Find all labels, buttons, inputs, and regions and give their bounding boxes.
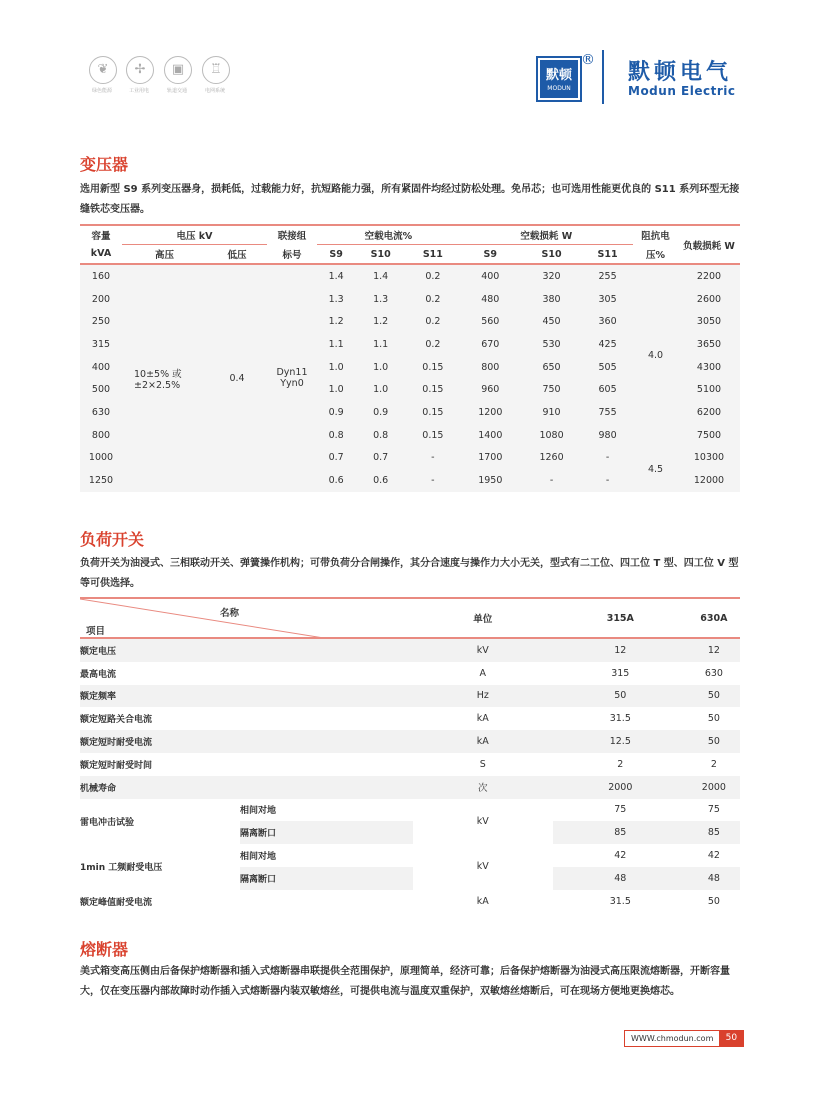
table-cell: 4.0 (647, 350, 664, 362)
th: 联接组 (277, 231, 307, 243)
power-tower-icon: ♖ (202, 56, 230, 84)
th: 630A (700, 612, 728, 624)
table-cell: 160 (91, 270, 111, 282)
table-cell: 1.0 (328, 361, 344, 373)
table-cell: 5100 (696, 384, 722, 396)
table-cell: 最高电流 (80, 669, 117, 680)
table-cell: 相间对地 (240, 852, 277, 863)
table-cell: Dyn11 Yyn0 (276, 367, 308, 390)
table-cell: 10300 (693, 452, 725, 464)
table-cell: 1260 (539, 452, 564, 464)
table-cell: 50 (707, 895, 720, 907)
table-cell: 0.9 (373, 406, 389, 418)
logo-text-en: MODUN (547, 85, 571, 92)
table-cell: 2600 (696, 293, 722, 305)
th: 容量 (91, 231, 111, 243)
th: 阻抗电 (641, 231, 670, 243)
table-cell: - (431, 452, 435, 464)
table-cell: 1000 (88, 452, 114, 464)
table-cell: 2000 (701, 781, 726, 793)
table-cell: 425 (598, 338, 617, 350)
table-cell: 500 (91, 384, 111, 396)
table-cell: S (479, 758, 486, 770)
table-cell: 0.2 (425, 293, 441, 305)
table-cell: 42 (614, 850, 627, 862)
table-row (80, 776, 740, 799)
table-cell: 50 (707, 713, 720, 725)
table-cell: 1.3 (328, 293, 344, 305)
table-cell: 1.4 (328, 270, 344, 282)
icon-label: 轨道交通 (166, 88, 187, 94)
diagonal-line (80, 599, 330, 639)
th: S9 (483, 248, 497, 260)
logo-text: 默顿 (545, 68, 572, 83)
registered-mark: ® (581, 52, 595, 68)
table-cell: Hz (476, 690, 489, 702)
table-cell: 0.7 (328, 452, 344, 464)
table-row (80, 730, 740, 753)
table-cell: kV (476, 861, 489, 873)
table-cell: 560 (481, 316, 500, 328)
brand-logo (536, 56, 582, 102)
table-cell: 305 (598, 293, 617, 305)
table-cell: 670 (481, 338, 500, 350)
table-cell: 0.2 (425, 270, 441, 282)
table-cell: - (549, 475, 554, 487)
th: 单位 (473, 614, 493, 625)
table-cell: 12 (707, 644, 720, 656)
load-switch-desc: 负荷开关为油浸式、三相联动开关、弹簧操作机构；可带负荷分合闸操作，其分合速度与操作力大小无关，型式有二工位、四工位 T 型、四工位 V 型等可供选择。 (80, 558, 739, 589)
table-cell: 1.0 (373, 384, 389, 396)
leaf-icon: ❦ (89, 56, 117, 84)
table-cell: 次 (478, 783, 488, 795)
table-cell: 505 (598, 361, 617, 373)
th: S10 (541, 248, 562, 260)
th: 315A (606, 612, 634, 624)
table-cell: 额定短时耐受时间 (80, 760, 153, 771)
icon-label: 绿色能源 (91, 88, 112, 94)
table-cell: 7500 (696, 429, 722, 441)
table-cell: 360 (598, 316, 617, 328)
th: S11 (597, 248, 618, 260)
th: 低压 (227, 250, 247, 261)
table-cell: 400 (481, 270, 500, 282)
table-cell: 48 (707, 872, 720, 884)
brand-name: 默顿电气 (628, 60, 733, 85)
table-cell: 12.5 (609, 736, 631, 748)
table-cell: 1.3 (373, 293, 389, 305)
table-cell: 1.4 (373, 270, 389, 282)
table-row (80, 638, 740, 662)
table-cell: 910 (542, 406, 561, 418)
table-cell: 50 (707, 690, 720, 702)
transformer-table (80, 224, 740, 492)
fuse-desc: 美式箱变高压侧由后备保护熔断器和插入式熔断器串联提供全范围保护，原理简单，经济可靠；后备保护熔断器为油浸式高压限流熔断器，开断容量大，仅在变压器内部故障时动作插入式熔断器内装双敏熔丝，可提供电流与温度双重保护，双敏熔丝熔断后，可在现场方便地更换熔芯。 (80, 966, 730, 997)
table-cell: 315 (91, 338, 111, 350)
table-cell: 隔离断口 (240, 829, 277, 840)
th: 标号 (282, 249, 302, 261)
table-cell: - (605, 452, 610, 464)
table-cell: 10±5% 或 ±2×2.5% (134, 368, 182, 391)
table-row (80, 685, 740, 708)
transformer-desc: 选用新型 S9 系列变压器身，损耗低，过载能力好，抗短路能力强，所有紧固件均经过防松处理。免吊芯；也可选用性能更优良的 S11 系列环型无接缝铁芯变压器。 (80, 184, 740, 215)
table-cell: 480 (481, 293, 500, 305)
table-cell: 1.2 (328, 316, 344, 328)
table-cell: 48 (614, 872, 627, 884)
table-cell: 1.2 (373, 316, 389, 328)
table-cell: 650 (542, 361, 561, 373)
table-row (80, 707, 740, 730)
table-cell: 1950 (478, 475, 503, 487)
table-cell: 980 (598, 429, 617, 441)
table-cell: 0.6 (373, 475, 389, 487)
table-cell: 200 (91, 293, 111, 305)
table-cell: 0.2 (425, 338, 441, 350)
table-cell: 1.0 (373, 361, 389, 373)
table-cell: 0.2 (425, 316, 441, 328)
table-cell: 3050 (696, 316, 722, 328)
th: 空载电流% (317, 225, 460, 245)
table-cell: 320 (542, 270, 561, 282)
table-cell: 0.7 (373, 452, 389, 464)
table-cell: 6200 (696, 406, 722, 418)
table-cell: - (605, 475, 610, 487)
table-cell: 75 (614, 804, 627, 816)
table-cell: 额定电压 (80, 646, 117, 657)
table-row (80, 799, 740, 822)
th: S11 (422, 248, 443, 260)
table-cell: 1min 工频耐受电压 (80, 863, 163, 874)
table-cell: 1700 (478, 452, 503, 464)
diagonal-header (80, 598, 413, 638)
table-cell: 800 (91, 429, 111, 441)
table-cell: - (431, 475, 435, 487)
table-cell: 50 (614, 690, 627, 702)
table-row (80, 844, 740, 867)
table-cell: 31.5 (609, 895, 631, 907)
table-cell: 2000 (608, 781, 633, 793)
table-cell: kA (476, 895, 489, 907)
th: 压% (645, 249, 666, 261)
table-cell: 3650 (696, 338, 722, 350)
table-cell: 0.8 (328, 429, 344, 441)
section-title-transformer: 变压器 (80, 155, 129, 174)
table-cell: 0.15 (422, 361, 444, 373)
table-cell: 4300 (696, 361, 722, 373)
table-cell: 380 (542, 293, 561, 305)
th: 电压 kV (122, 225, 267, 245)
table-row (80, 264, 740, 288)
table-cell: 75 (707, 804, 720, 816)
table-cell: 12 (614, 644, 627, 656)
table-cell: 630 (704, 667, 723, 679)
table-cell: 50 (707, 736, 720, 748)
th: S10 (370, 248, 391, 260)
table-cell: 960 (481, 384, 500, 396)
table-cell: 12000 (693, 475, 725, 487)
table-row (80, 662, 740, 685)
load-switch-table (80, 597, 740, 913)
table-cell: 0.4 (229, 372, 245, 384)
table-cell: 755 (598, 406, 617, 418)
table-cell: 1200 (478, 406, 503, 418)
table-cell: 2 (710, 758, 717, 770)
table-cell: 1.1 (373, 338, 389, 350)
table-cell: 0.8 (373, 429, 389, 441)
table-cell: 315 (611, 667, 630, 679)
wind-turbine-icon: ✢ (126, 56, 154, 84)
table-cell: 630 (91, 406, 111, 418)
table-cell: 530 (542, 338, 561, 350)
table-cell: 额定频率 (80, 692, 117, 703)
th: 负载损耗 W (683, 240, 735, 252)
table-cell: 0.6 (328, 475, 344, 487)
icon-label: 电网系统 (204, 88, 225, 94)
table-cell: 额定短路关合电流 (80, 715, 153, 726)
table-cell: 400 (91, 361, 111, 373)
section-title-load-switch: 负荷开关 (80, 530, 145, 549)
table-cell: 2200 (696, 270, 722, 282)
brand-name-en: Modun Electric (628, 84, 736, 98)
section-title-fuse: 熔断器 (80, 940, 129, 959)
table-cell: kA (476, 736, 489, 748)
table-cell: 2 (617, 758, 624, 770)
table-cell: 额定短时耐受电流 (80, 738, 153, 749)
table-cell: 85 (707, 827, 720, 839)
table-cell: 605 (598, 384, 617, 396)
footer (624, 1030, 744, 1047)
th: 名称 (220, 608, 240, 619)
table-cell: 机械寿命 (80, 783, 117, 794)
table-cell: 1.1 (328, 338, 344, 350)
table-cell: 1400 (478, 429, 503, 441)
table-cell: 雷电冲击试验 (80, 817, 135, 828)
table-cell: 相间对地 (240, 806, 277, 817)
table-cell: 450 (542, 316, 561, 328)
table-cell: 250 (91, 316, 111, 328)
table-cell: 85 (614, 827, 627, 839)
th: S9 (329, 248, 343, 260)
table-cell: kA (476, 713, 489, 725)
table-cell: 750 (542, 384, 561, 396)
table-cell: 0.9 (328, 406, 344, 418)
th: 高压 (154, 250, 174, 261)
th: 空载损耗 W (460, 225, 633, 245)
table-cell: 0.15 (422, 429, 444, 441)
table-cell: A (479, 667, 487, 679)
train-icon: ▣ (164, 56, 192, 84)
table-cell: 42 (707, 850, 720, 862)
icon-label: 工业用电 (128, 88, 149, 94)
table-cell: 额定峰值耐受电流 (80, 897, 153, 908)
divider (602, 50, 604, 104)
th: kVA (90, 248, 112, 260)
table-cell: 隔离断口 (240, 874, 277, 885)
table-row (80, 753, 740, 776)
table-cell: 0.15 (422, 406, 444, 418)
page-number: 50 (719, 1031, 743, 1046)
table-cell: kV (476, 815, 489, 827)
table-row (80, 890, 740, 913)
table-cell: 0.15 (422, 384, 444, 396)
table-cell: 800 (481, 361, 500, 373)
table-cell: 4.5 (647, 463, 664, 475)
th: 项目 (86, 626, 106, 637)
table-cell: 31.5 (609, 713, 631, 725)
table-cell: 1.0 (328, 384, 344, 396)
table-cell: 1080 (539, 429, 564, 441)
table-cell: kV (476, 644, 489, 656)
website-link[interactable]: WWW.chmodun.com (631, 1034, 714, 1043)
table-cell: 1250 (88, 475, 114, 487)
table-cell: 255 (598, 270, 617, 282)
